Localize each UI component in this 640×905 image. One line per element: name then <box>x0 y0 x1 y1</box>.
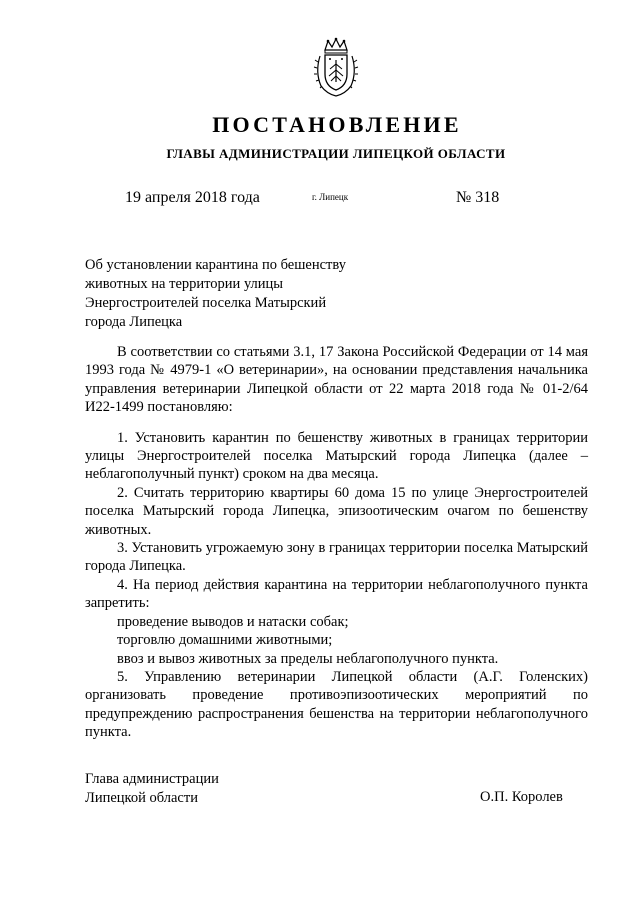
paragraph-5: 5. Управлению ветеринарии Липецкой области (А.Г. Голенских) организовать проведение противоэпизоотических мероприятий по предупреждению распространения бешенства на территории неблагополучного пункта. <box>85 668 588 741</box>
document-subject <box>85 256 346 332</box>
paragraph-4-sub-3: ввоз и вывоз животных за пределы неблагополучного пункта. <box>117 650 499 667</box>
coat-of-arms-icon <box>313 36 359 98</box>
signature-name: О.П. Королев <box>480 789 563 805</box>
document-title: ПОСТАНОВЛЕНИЕ <box>212 112 462 137</box>
document-city: г. Липецк <box>312 192 349 202</box>
subject-line: Энергостроителей поселка Матырский <box>85 295 327 311</box>
document-subtitle: ГЛАВЫ АДМИНИСТРАЦИИ ЛИПЕЦКОЙ ОБЛАСТИ <box>166 146 506 161</box>
paragraph-1: 1. Установить карантин по бешенству животных в границах территории улицы Энергостроителей поселка Матырский города Липецка (далее – неблагополучный пункт) сроком на два месяца. <box>85 429 588 483</box>
preamble: В соответствии со статьями 3.1, 17 Закона Российской Федерации от 14 мая 1993 года № 4979-1 «О ветеринарии», на основании представления начальника управления ветеринарии Липецкой области от 22 марта 2018 года № 01-2/64 И22-1499 постановляю: <box>85 344 588 416</box>
document-body <box>85 343 588 742</box>
paragraph-4-sub-2: торговлю домашними животными; <box>117 632 333 649</box>
paragraph-3: 3. Установить угрожаемую зону в границах территории поселка Матырский города Липецка. <box>85 540 588 575</box>
paragraph-4-sub-1: проведение выводов и натаски собак; <box>117 613 349 630</box>
paragraph-2: 2. Считать территорию квартиры 60 дома 15 по улице Энергостроителей поселка Матырский города Липецка, эпизоотическим очагом по бешенству животных. <box>85 484 588 538</box>
document-number: № 318 <box>456 189 500 206</box>
subject-line: Об установлении карантина по бешенству <box>85 257 346 273</box>
signature-position <box>85 770 219 808</box>
signature-position-line: Липецкой области <box>85 790 198 806</box>
signature-position-line: Глава администрации <box>85 771 219 787</box>
subject-line: животных на территории улицы <box>85 276 284 292</box>
subject-line: города Липецка <box>85 314 183 330</box>
document-date: 19 апреля 2018 года <box>125 189 260 206</box>
paragraph-4: 4. На период действия карантина на территории неблагополучного пункта запретить: <box>85 576 588 612</box>
